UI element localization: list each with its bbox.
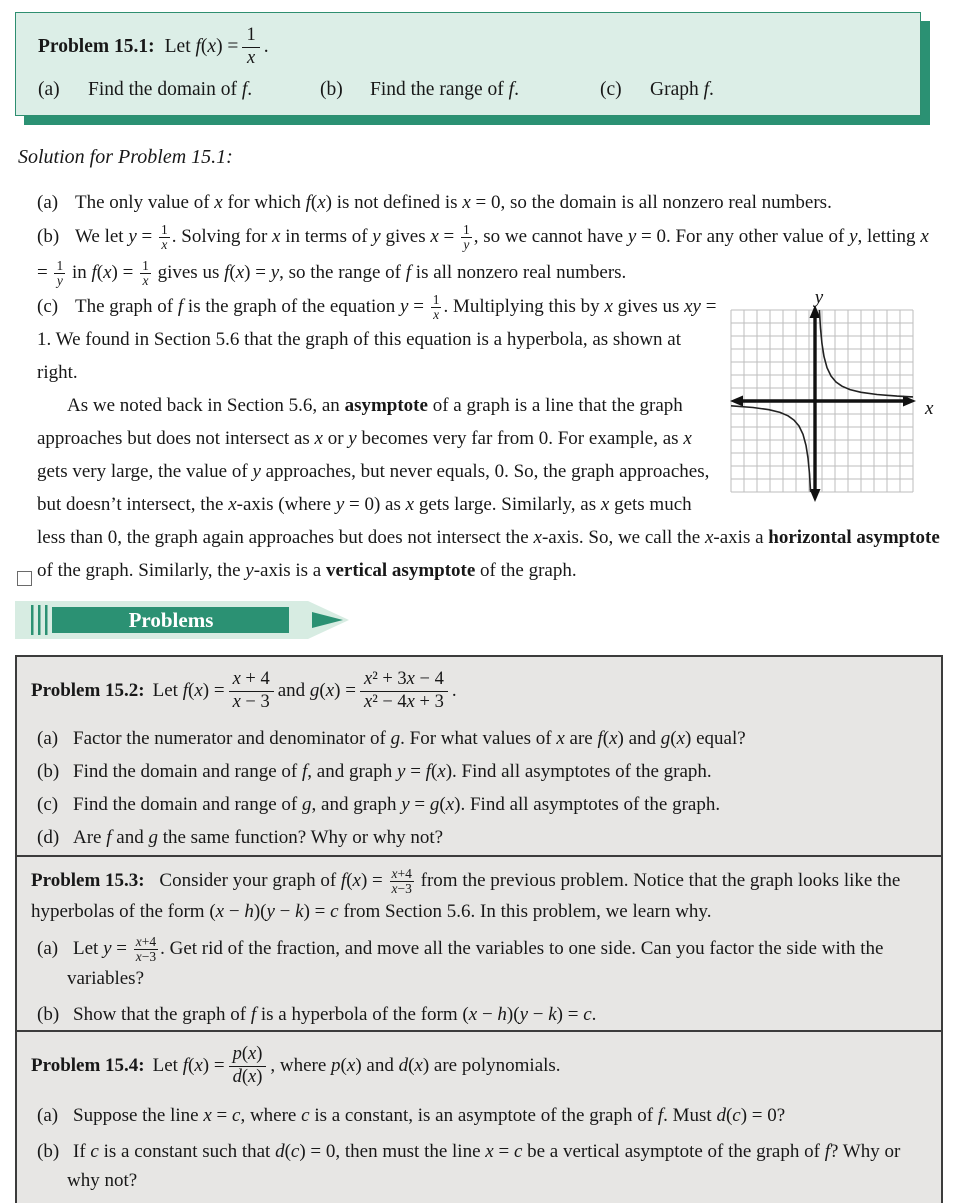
solution-a-tag: (a) [37, 192, 59, 213]
solution-part-b [37, 219, 943, 291]
fraction-1-over-y: $\frac{1}{y}$ [463, 221, 470, 252]
solution-part-a [37, 186, 943, 219]
fraction-1-over-x: $\frac{1}{x}$ [161, 221, 168, 252]
fraction-1-over-y: $\frac{1}{y}$ [56, 257, 64, 288]
solution-b-tag: (b) [37, 226, 60, 247]
fraction-1-over-x: $\frac{1}{x}$ [432, 291, 440, 322]
solution-c-run1: . Multiplying this by x gives us xy = 1. We found in Section 5.6 that the graph of this equation is a hyperbola, as shown at right. [37, 296, 717, 383]
problem-15-4-part-a [37, 1101, 927, 1130]
problem-15-3-part-b [37, 1000, 927, 1029]
part-tag: (b) [37, 1141, 60, 1162]
fraction-x-plus-4-over-x-minus-3: $\frac{x+4}{x-3}$ [391, 865, 412, 896]
part-text: Factor the numerator and denominator of g. For what values of x are f(x) and g(x) equal? [73, 728, 746, 749]
problem-box-15-3 [15, 855, 943, 1041]
part-a-text: Find the domain of f. [88, 79, 253, 100]
part-tag: (a) [37, 938, 59, 960]
part-text: Are f and g the same function? Why or why not? [73, 827, 444, 848]
part-run0: Let y = [73, 938, 132, 960]
problem-15-3-part-a [37, 934, 927, 993]
problem-15-2-part-b [37, 759, 927, 785]
solution-b-run0: We let y = [75, 226, 157, 247]
part-tag: (a) [37, 728, 59, 749]
part-a [38, 79, 320, 101]
solution-c-tag: (c) [37, 296, 59, 317]
problem-15-4-title [31, 1038, 927, 1094]
part-c-text: Graph f. [650, 79, 714, 100]
part-text: If c is a constant such that d(c) = 0, then must the line x = c be a vertical asymptote of the graph of f? Why or why not? [67, 1141, 901, 1191]
fraction-quadratic: $\frac{\text{x² + 3x − 4}}{\text{x² − 4x + 3}}$ [360, 670, 448, 713]
fraction-x-plus-4-over-x-minus-3: $\frac{x+4}{x-3}$ [135, 934, 157, 965]
part-tag: (d) [37, 827, 60, 848]
problem-box-15-1 [15, 12, 921, 116]
problem-15-1-title [38, 21, 898, 73]
problem-15-1-intro: Let f(x) = [164, 36, 239, 57]
end-of-solution-icon [17, 571, 32, 586]
solution-b-run4: gives us f(x) = y, so the range of f is all nonzero real numbers. [152, 262, 627, 283]
axis-arrowheads [730, 305, 916, 502]
problem-15-4-part-b [37, 1137, 927, 1195]
fraction-1-over-x: $\frac{1}{x}$ [242, 26, 259, 69]
problem-15-2-title [31, 663, 927, 719]
problem-15-4-run1: , where p(x) and d(x) are polynomials. [270, 1055, 561, 1076]
hyperbola-graph [729, 290, 943, 504]
hyperbola-graph-svg [729, 290, 943, 504]
problem-15-2-part-c [37, 792, 927, 818]
fraction-p-of-x-over-d-of-x: $\frac{p(x)}{d(x)}$ [229, 1045, 267, 1088]
solution-b-run2: , so we cannot have y = 0. For any other value of y, letting x = [37, 226, 929, 283]
problems-banner-label: Problems [128, 608, 214, 632]
problem-15-4-run0: Let f(x) = [152, 1055, 225, 1076]
problem-box-15-2 [15, 655, 943, 863]
problem-15-3-run1: from the previous problem. Notice that the graph looks like the hyperbolas of the form (x − h)(y − k) = c from Section 5.6. In this problem, we learn why. [31, 870, 901, 923]
part-tag: (c) [37, 794, 59, 815]
part-run1: . Get rid of the fraction, and move all the variables to one side. Can you factor the side with the variables? [67, 938, 884, 990]
x-axis-label: x [925, 398, 934, 419]
part-tag: (b) [37, 761, 60, 782]
problem-15-1-label: Problem 15.1: [38, 36, 155, 57]
problem-15-2-run0: Let f(x) = [152, 680, 225, 701]
solution-c-run0: The graph of f is the graph of the equation y = [75, 296, 429, 317]
problem-15-4-label: Problem 15.4: [31, 1055, 145, 1076]
problem-15-3-title [31, 865, 927, 927]
solution-b-run3: in f(x) = [67, 262, 139, 283]
problem-15-2-run2: . [451, 680, 457, 701]
part-text: Find the domain and range of f, and graph y = f(x). Find all asymptotes of the graph. [73, 761, 712, 782]
part-text: Show that the graph of f is a hyperbola of the form (x − h)(y − k) = c. [73, 1004, 597, 1026]
part-c-tag: (c) [600, 79, 622, 100]
solution-part-c [37, 290, 943, 587]
part-b-tag: (b) [320, 79, 343, 100]
part-b-text: Find the range of f. [370, 79, 519, 100]
part-text: Find the domain and range of g, and graph y = g(x). Find all asymptotes of the graph. [73, 794, 721, 815]
problem-15-2-run1: and g(x) = [277, 680, 356, 701]
solution-b-run1: . Solving for x in terms of y gives x = [171, 226, 459, 247]
part-tag: (a) [37, 1105, 59, 1126]
problem-15-1-parts [38, 79, 898, 101]
y-axis-label: y [814, 290, 824, 308]
problem-15-3-run0: Consider your graph of f(x) = [159, 870, 388, 891]
part-c [600, 79, 714, 101]
problem-box-15-4 [15, 1030, 943, 1203]
solution-heading: Solution for Problem 15.1: [18, 146, 233, 168]
problem-15-1-period: . [263, 36, 269, 57]
part-text: Suppose the line x = c, where c is a constant, is an asymptote of the graph of f. Must d(c) = 0? [73, 1105, 786, 1126]
solution-a-text: The only value of x for which f(x) is not defined is x = 0, so the domain is all nonzero real numbers. [75, 192, 832, 213]
fraction-1-over-x: $\frac{1}{x}$ [142, 257, 149, 288]
problem-15-2-part-a [37, 726, 927, 752]
solution-c-paragraph-2: As we noted back in Section 5.6, an asymptote of a graph is a line that the graph approaches but does not intersect as x or y becomes very far from 0. For example, as x gets very large, the value of y approaches, but never equals, 0. So, the graph approaches, but doesn’t intersect, the x-axis (where y = 0) as x gets large. Similarly, as x gets much less than 0, the graph again approaches but does not intersect the x-axis. So, we call the x-axis a horizontal asymptote of the graph. Similarly, the y-axis is a vertical asymptote of the graph. [37, 395, 940, 581]
problem-15-3-label: Problem 15.3: [31, 870, 145, 891]
pencil-icon [15, 599, 355, 641]
part-a-tag: (a) [38, 79, 60, 100]
part-b [320, 79, 600, 101]
part-tag: (b) [37, 1004, 60, 1026]
problems-banner [15, 599, 355, 641]
problem-15-2-label: Problem 15.2: [31, 680, 145, 701]
problem-15-2-part-d [37, 825, 927, 851]
fraction-x-plus-4-over-x-minus-3: $\frac{x + 4}{x - 3}$ [229, 670, 274, 713]
